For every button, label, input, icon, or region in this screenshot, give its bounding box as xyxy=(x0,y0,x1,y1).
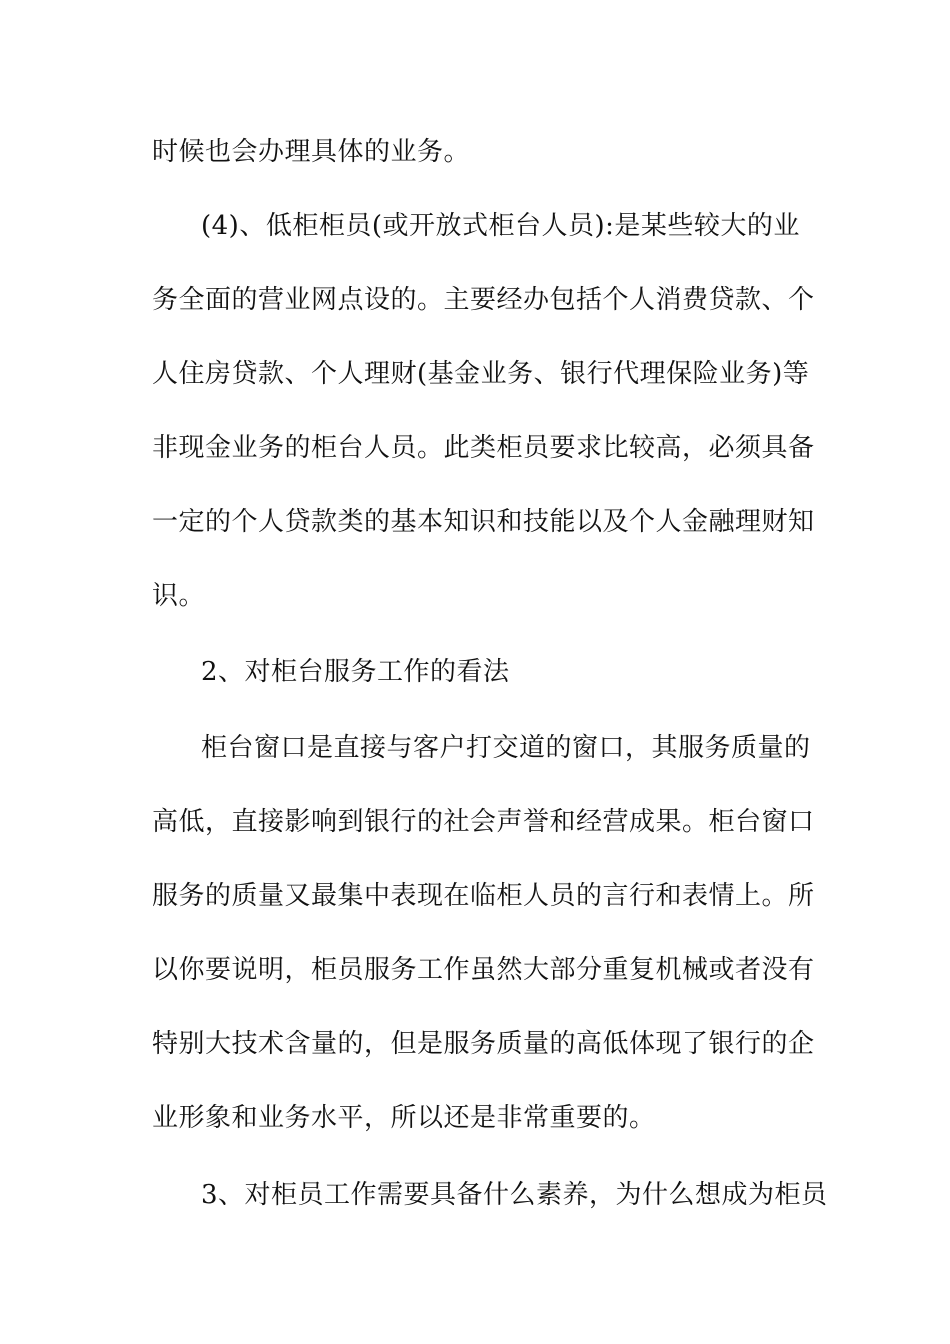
text-line: 时候也会办理具体的业务。 xyxy=(152,137,471,167)
text-line: 以你要说明，柜员服务工作虽然大部分重复机械或者没有 xyxy=(152,955,815,985)
text-line: 服务的质量又最集中表现在临柜人员的言行和表情上。所 xyxy=(152,881,815,911)
text-line: 一定的个人贷款类的基本知识和技能以及个人金融理财知 xyxy=(152,507,815,537)
text-line: 特别大技术含量的，但是服务质量的高低体现了银行的企 xyxy=(152,1029,815,1059)
section-heading: 2、对柜台服务工作的看法 xyxy=(201,657,510,687)
text-line: 识。 xyxy=(152,581,206,611)
section-heading: 3、对柜员工作需要具备什么素养，为什么想成为柜员 xyxy=(201,1180,828,1210)
paragraph-start-line: (4)、低柜柜员(或开放式柜台人员):是某些较大的业 xyxy=(201,211,800,241)
text-line: 非现金业务的柜台人员。此类柜员要求比较高，必须具备 xyxy=(152,433,815,463)
text-line: 高低，直接影响到银行的社会声誉和经营成果。柜台窗口 xyxy=(152,807,815,837)
text-line: 业形象和业务水平，所以还是非常重要的。 xyxy=(152,1103,656,1133)
paragraph-start-line: 柜台窗口是直接与客户打交道的窗口，其服务质量的 xyxy=(201,733,811,763)
text-line: 人住房贷款、个人理财(基金业务、银行代理保险业务)等 xyxy=(152,359,810,389)
text-line: 务全面的营业网点设的。主要经办包括个人消费贷款、个 xyxy=(152,285,815,315)
